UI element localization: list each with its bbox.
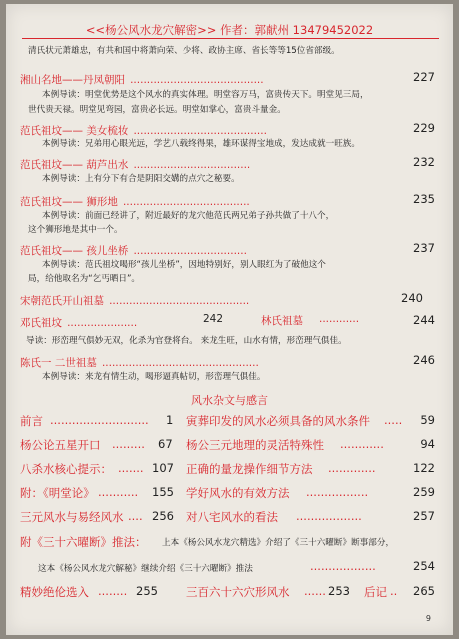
leader-dots: ............ [319, 313, 360, 325]
toc-entry-title[interactable]: 学好风水的有效方法 [186, 486, 290, 500]
toc-entry-title: 宋朝范氏开山祖墓 [20, 295, 104, 307]
toc-entry-title[interactable]: 附：《明堂论》 [20, 486, 95, 500]
leader-dots: ................................... [133, 159, 251, 171]
leader-dots: ........... [98, 485, 139, 499]
leader-dots: ..... [384, 413, 403, 427]
body-line: 导读：形峦理气俱妙无双，化杀为官登将台。 来龙生旺，山水有情，形峦理气俱佳。 [26, 336, 347, 346]
toc-entry-title[interactable]: 对八宅风水的看法 [186, 510, 278, 524]
toc-entry-title[interactable]: 三百六十六穴形风水 [186, 585, 290, 599]
toc-entry[interactable] [20, 351, 453, 370]
body-line: 世代贵天禄。明堂见弯园，富贵必长远。明堂如掌心，富贵斗量金。 [28, 105, 286, 115]
toc-entry-title[interactable]: 林氏祖墓 [261, 315, 303, 327]
toc-entry-title[interactable]: 精妙绝伦选入 [20, 585, 89, 599]
toc-entry-title[interactable]: 寅葬印发的风水必须具备的风水条件 [186, 414, 370, 428]
body-line: 本例导读：前面已经讲了，附近最好的龙穴他范氏两兄弟子孙共做了十八个， [42, 211, 335, 221]
body-line: 局，给他取名为“乞丐晒日”。 [28, 274, 141, 284]
toc-page-number: 122 [413, 461, 435, 475]
leader-dots: ........................................ [133, 125, 267, 137]
body-line: 本例导读：范氏祖坟喝形“孩儿坐桥”，因地特别好，别人眼红为了破他这个 [42, 260, 326, 270]
toc-entry-title[interactable]: 正确的量龙操作细节方法 [186, 462, 313, 476]
leader-dots: ..................... [67, 317, 138, 329]
running-header: <<杨公风水龙穴解密>> 作者：郭献州 13479452022 [85, 23, 374, 37]
toc-page-number: 255 [136, 584, 158, 598]
toc-page-number: 94 [420, 437, 435, 451]
toc-page-number: 253 [328, 584, 350, 598]
toc-entry-title[interactable]: 后记 [364, 585, 387, 599]
toc-page-number: 232 [413, 155, 435, 169]
leader-dots: ................. [306, 485, 369, 499]
leader-dots: ............................................... [101, 357, 259, 369]
section-title: 风水杂文与感言 [191, 394, 268, 407]
toc-page-number: 227 [413, 70, 435, 84]
leader-dots: .................. [296, 509, 362, 523]
leader-dots: ........................... [50, 413, 149, 427]
toc-page-number: 242 [203, 313, 224, 325]
toc-entry[interactable] [20, 153, 453, 172]
leader-dots: ......... [112, 437, 145, 451]
toc-page-number: 155 [152, 485, 174, 499]
toc-page-number: 235 [413, 192, 435, 206]
toc-page-number: 257 [413, 509, 435, 523]
header-rule [22, 38, 439, 39]
toc-entry-title: 邓氏祖坟 [20, 317, 62, 329]
toc-page-number: 246 [413, 353, 435, 367]
toc-entry-title: 范氏祖坟—— 葫芦出水 [20, 159, 129, 171]
toc-page-number: 1 [166, 413, 174, 427]
toc-entry-title[interactable]: 前言 [20, 414, 43, 428]
body-line: 本例导读：明堂优势是这个风水的真实体理。明堂容万马，富贵传天下。明堂见三局， [42, 90, 369, 100]
document-page [6, 4, 453, 635]
page-number: 9 [425, 614, 431, 623]
body-line: 本例导读：兄弟用心眼光远，学艺八载终得果，雄环谋得宝地成，发达成就一旺族。 [42, 139, 360, 149]
toc-entry[interactable] [20, 190, 453, 209]
leader-dots: ............ [340, 437, 384, 451]
body-line: 这个狮形地是其中一个。 [28, 225, 123, 235]
toc-entry[interactable] [20, 68, 453, 87]
leader-dots: .................. [310, 559, 376, 573]
leader-dots: .... [128, 509, 143, 523]
toc-entry-title: 范氏祖坟—— 美女梳妆 [20, 125, 129, 137]
toc-page-number: 107 [152, 461, 174, 475]
leader-dots: .......................................... [109, 295, 250, 307]
toc-page-number: 265 [413, 584, 435, 598]
toc-entry-title[interactable]: 三元风水与易经风水 [20, 510, 124, 524]
body-line: 这本《杨公风水龙穴解秘》继续介绍《三十六曜断》推法 [38, 564, 253, 574]
body-line: 清氏状元萧雄忠，有共和国中将萧向荣、少将、政协主席、省长等等15位省部级。 [28, 46, 340, 56]
leader-dots: ............. [328, 461, 376, 475]
toc-page-number: 67 [158, 437, 173, 451]
toc-page-number: 59 [420, 413, 435, 427]
leader-dots: ....... [118, 461, 144, 475]
toc-entry-title[interactable]: 杨公三元地理的灵活特殊性 [186, 438, 324, 452]
toc-entry-title[interactable]: 附《三十六曜断》推法： [20, 535, 147, 549]
toc-entry-title: 范氏祖坟—— 孩儿坐桥 [20, 245, 129, 257]
toc-entry-title[interactable]: 八杀水核心提示： [20, 462, 112, 476]
body-line: 本例导读：来龙有情生动，喝形逼真帖切，形峦理气俱佳。 [42, 372, 266, 382]
toc-entry-title: 范氏祖坟—— 狮形地 [20, 196, 118, 208]
toc-entry[interactable] [20, 311, 453, 330]
toc-entry[interactable] [20, 289, 453, 308]
leader-dots: ........................................ [130, 74, 264, 86]
toc-page-number: 237 [413, 241, 435, 255]
body-line: 本例导读：上有分下有合是阴阳交媾的点穴之秘要。 [42, 174, 240, 184]
toc-page-number: 254 [413, 559, 435, 573]
leader-dots: ...... [304, 584, 326, 598]
toc-entry-title[interactable]: 杨公论五星开口 [20, 438, 101, 452]
leader-dots: .................................. [133, 245, 247, 257]
leader-dots: .. [390, 584, 398, 598]
body-line: 上本《杨公风水龙穴精选》介绍了《三十六曜断》断事部分， [162, 538, 395, 548]
toc-page-number: 259 [413, 485, 435, 499]
toc-entry[interactable] [20, 239, 453, 258]
leader-dots: ........ [98, 584, 128, 598]
toc-entry-title: 湘山名地——丹凤朝阳 [20, 74, 125, 86]
toc-entry-title: 陈氏一 二世祖墓 [20, 357, 97, 369]
toc-page-number: 256 [152, 509, 174, 523]
toc-page-number: 229 [413, 121, 435, 135]
leader-dots: ...................................... [122, 196, 250, 208]
toc-entry[interactable] [20, 119, 453, 138]
toc-page-number: 244 [413, 313, 435, 327]
toc-page-number: 240 [401, 291, 423, 305]
